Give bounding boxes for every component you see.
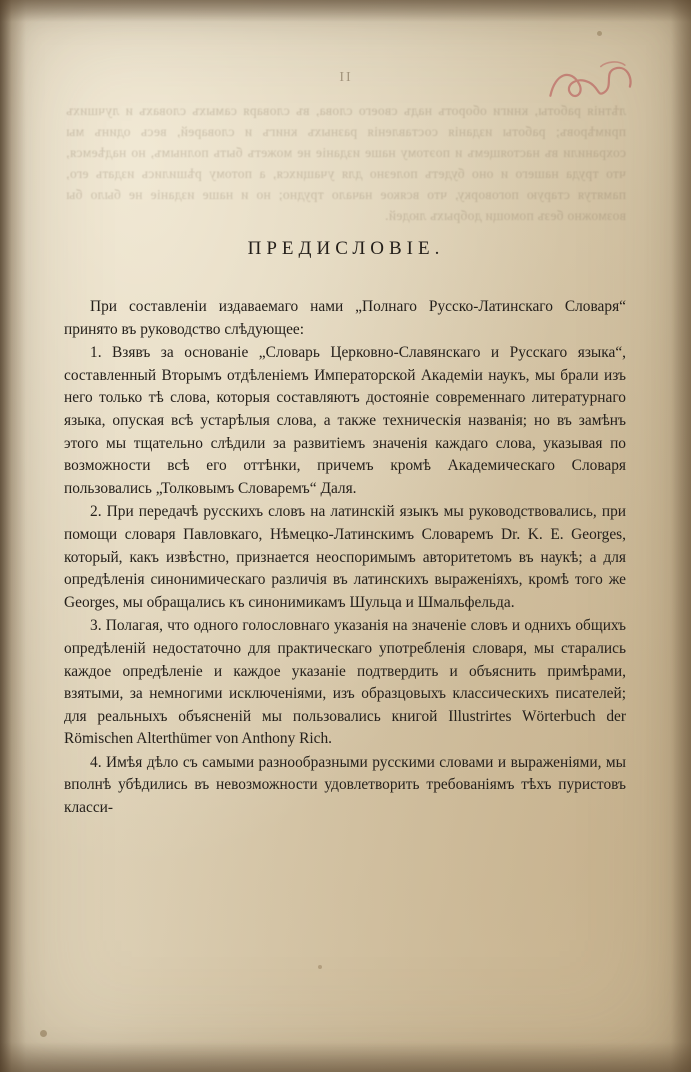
ink-spot	[597, 31, 602, 36]
page-edge-shadow-left	[0, 0, 26, 1072]
paragraph: 4. Имѣя дѣло съ самыми разнообразными русскими словами и выраженіями, мы вполнѣ убѣдились въ невозможности удовлетворить требованіямъ тѣхъ пуристовъ класси-	[64, 753, 626, 817]
body-text	[64, 296, 626, 821]
page-edge-shadow-top	[0, 0, 691, 22]
bleed-through-text: лѣтнія работы, книги оборотъ надъ своего слова, въ словаря самыхъ словахъ и лучшихъ примѣровъ; работы изданія составленія разныхъ книгъ и словарей, весь одинъ мы сохранили въ настоящемъ и поэтому наше изданіе не можетъ быть полнымъ, но надѣемся, что труда нашего и оно будетъ полезно для учащихся, а потому рѣшились издать его, памятуя старую поговорку, что всякое начало трудно; но и наше изданіе не было бы возможно безъ помощи добрыхъ людей.	[66, 103, 626, 223]
page-content	[56, 60, 636, 1010]
paragraph: 1. Взявъ за основаніе „Словарь Церковно-Славянскаго и Русскаго языка“, составленный Вторымъ отдѣленіемъ Императорской Академіи наукъ, мы брали изъ него только тѣ слова, которыя составляютъ достояніе современнаго литературнаго языка, опуская всѣ устарѣлыя слова, а также техническія названія; но въ замѣнъ этого мы тщательно слѣдили за развитіемъ значенія каждаго слова, указывая по возможности всѣ его оттѣнки, причемъ кромѣ Академическаго Словаря пользовались „Толковымъ Словаремъ“ Даля.	[64, 344, 626, 497]
paragraph: 2. При передачѣ русскихъ словъ на латинскій языкъ мы руководствовались, при помощи словаря Павловкаго, Нѣмецко-Латинскимъ Словаремъ Dr. K. E. Georges, который, какъ извѣстно, признается неоспоримымъ авторитетомъ въ наукѣ; а для опредѣленія синонимическаго различія въ латинскихъ выраженіяхъ, кромѣ того же Georges, мы обращались къ синонимикамъ Шульца и Шмальфельда.	[64, 503, 626, 611]
page-title: ПРЕДИСЛОВІЕ.	[247, 238, 445, 259]
page-edge-shadow-right	[671, 0, 691, 1072]
page-number: II	[339, 70, 353, 85]
paragraph: При составленіи издаваемаго нами „Полнаго Русско-Латинскаго Словаря“ принято въ руководство слѣдующее:	[64, 298, 626, 338]
ink-spot	[40, 1030, 47, 1037]
page-edge-shadow-bottom	[0, 1042, 691, 1072]
paragraph: 3. Полагая, что одного голословнаго указанія на значеніе словъ и однихъ общихъ опредѣленій недостаточно для практическаго употребленія словаря, мы старались каждое опредѣленіе и каждое указаніе подтвердить и объяснить примѣрами, взятыми, за немногими исключеніями, изъ образцовыхъ классическихъ писателей; для реальныхъ объясненій мы пользовались книгой Illustrirtes Wörterbuch der Römischen Alterthümer von Anthony Rich.	[64, 617, 626, 748]
